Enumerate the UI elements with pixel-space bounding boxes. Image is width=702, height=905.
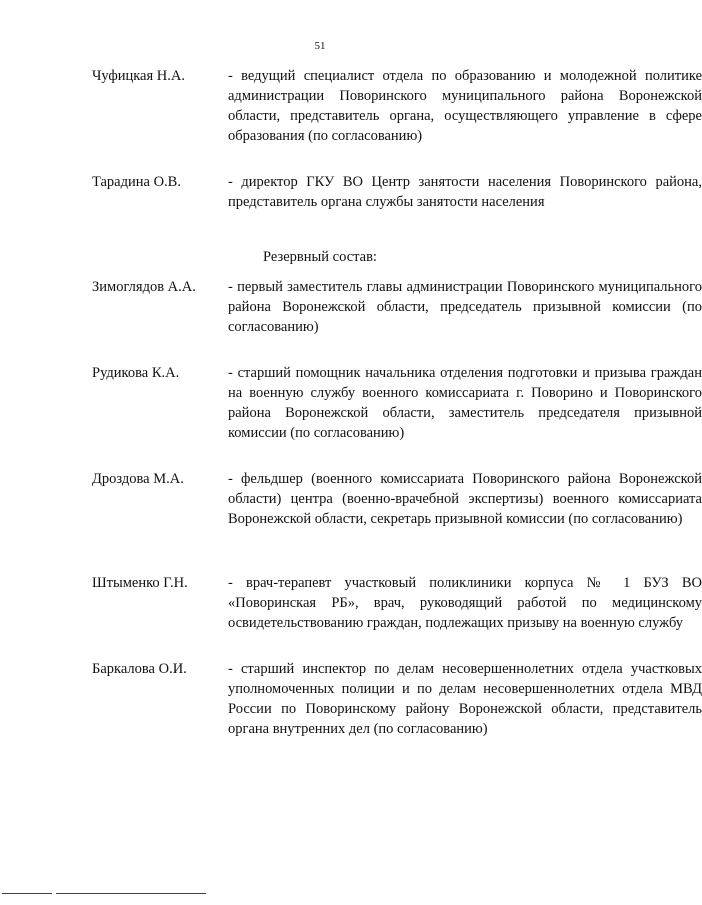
- member-description: - старший инспектор по делам несовершеннолетних отдела участковых уполномоченных полиции и по делам несовершеннолетних отдела МВД России по Поворинскому району Воронежской области, представитель органа внутренних дел (по согласованию): [228, 661, 702, 737]
- footer-rule: [2, 893, 52, 894]
- member-description: - врач-терапевт участковый поликлиники корпуса № 1 БУЗ ВО «Поворинская РБ», врач, руководящий работой по медицинскому освидетельствованию граждан, подлежащих призыву на военную службу: [228, 575, 702, 631]
- member-name: Штыменко Г.Н.: [92, 575, 188, 591]
- member-name: Зимоглядов А.А.: [92, 279, 196, 295]
- member-description: - фельдшер (военного комиссариата Поворинского района Воронежской области) центра (военно-врачебной экспертизы) военного комиссариата Воронежской области, секретарь призывной комиссии (по согласованию): [228, 471, 702, 527]
- member-name: Рудикова К.А.: [92, 365, 180, 381]
- member-description: - ведущий специалист отдела по образованию и молодежной политике администрации Поворинского муниципального района Воронежской области, представитель органа, осуществляющего управление в сфере образования (по согласованию): [228, 68, 702, 144]
- reserve-heading: Резервный состав:: [263, 249, 377, 265]
- page-number: 51: [314, 40, 326, 52]
- member-name: Чуфицкая Н.А.: [92, 68, 185, 84]
- member-description: - директор ГКУ ВО Центр занятости населения Поворинского района, представитель органа службы занятости населения: [228, 174, 702, 210]
- member-description: - первый заместитель главы администрации Поворинского муниципального района Воронежской области, председатель призывной комиссии (по согласованию): [228, 279, 702, 335]
- member-name: Дроздова М.А.: [92, 471, 184, 487]
- footer-rule: [56, 893, 206, 894]
- member-name: Баркалова О.И.: [92, 661, 187, 677]
- member-name: Тарадина О.В.: [92, 174, 181, 190]
- member-description: - старший помощник начальника отделения подготовки и призыва граждан на военную службу военного комиссариата г. Поворино и Поворинского района Воронежской области, заместитель председателя призывной комиссии (по согласованию): [228, 365, 702, 441]
